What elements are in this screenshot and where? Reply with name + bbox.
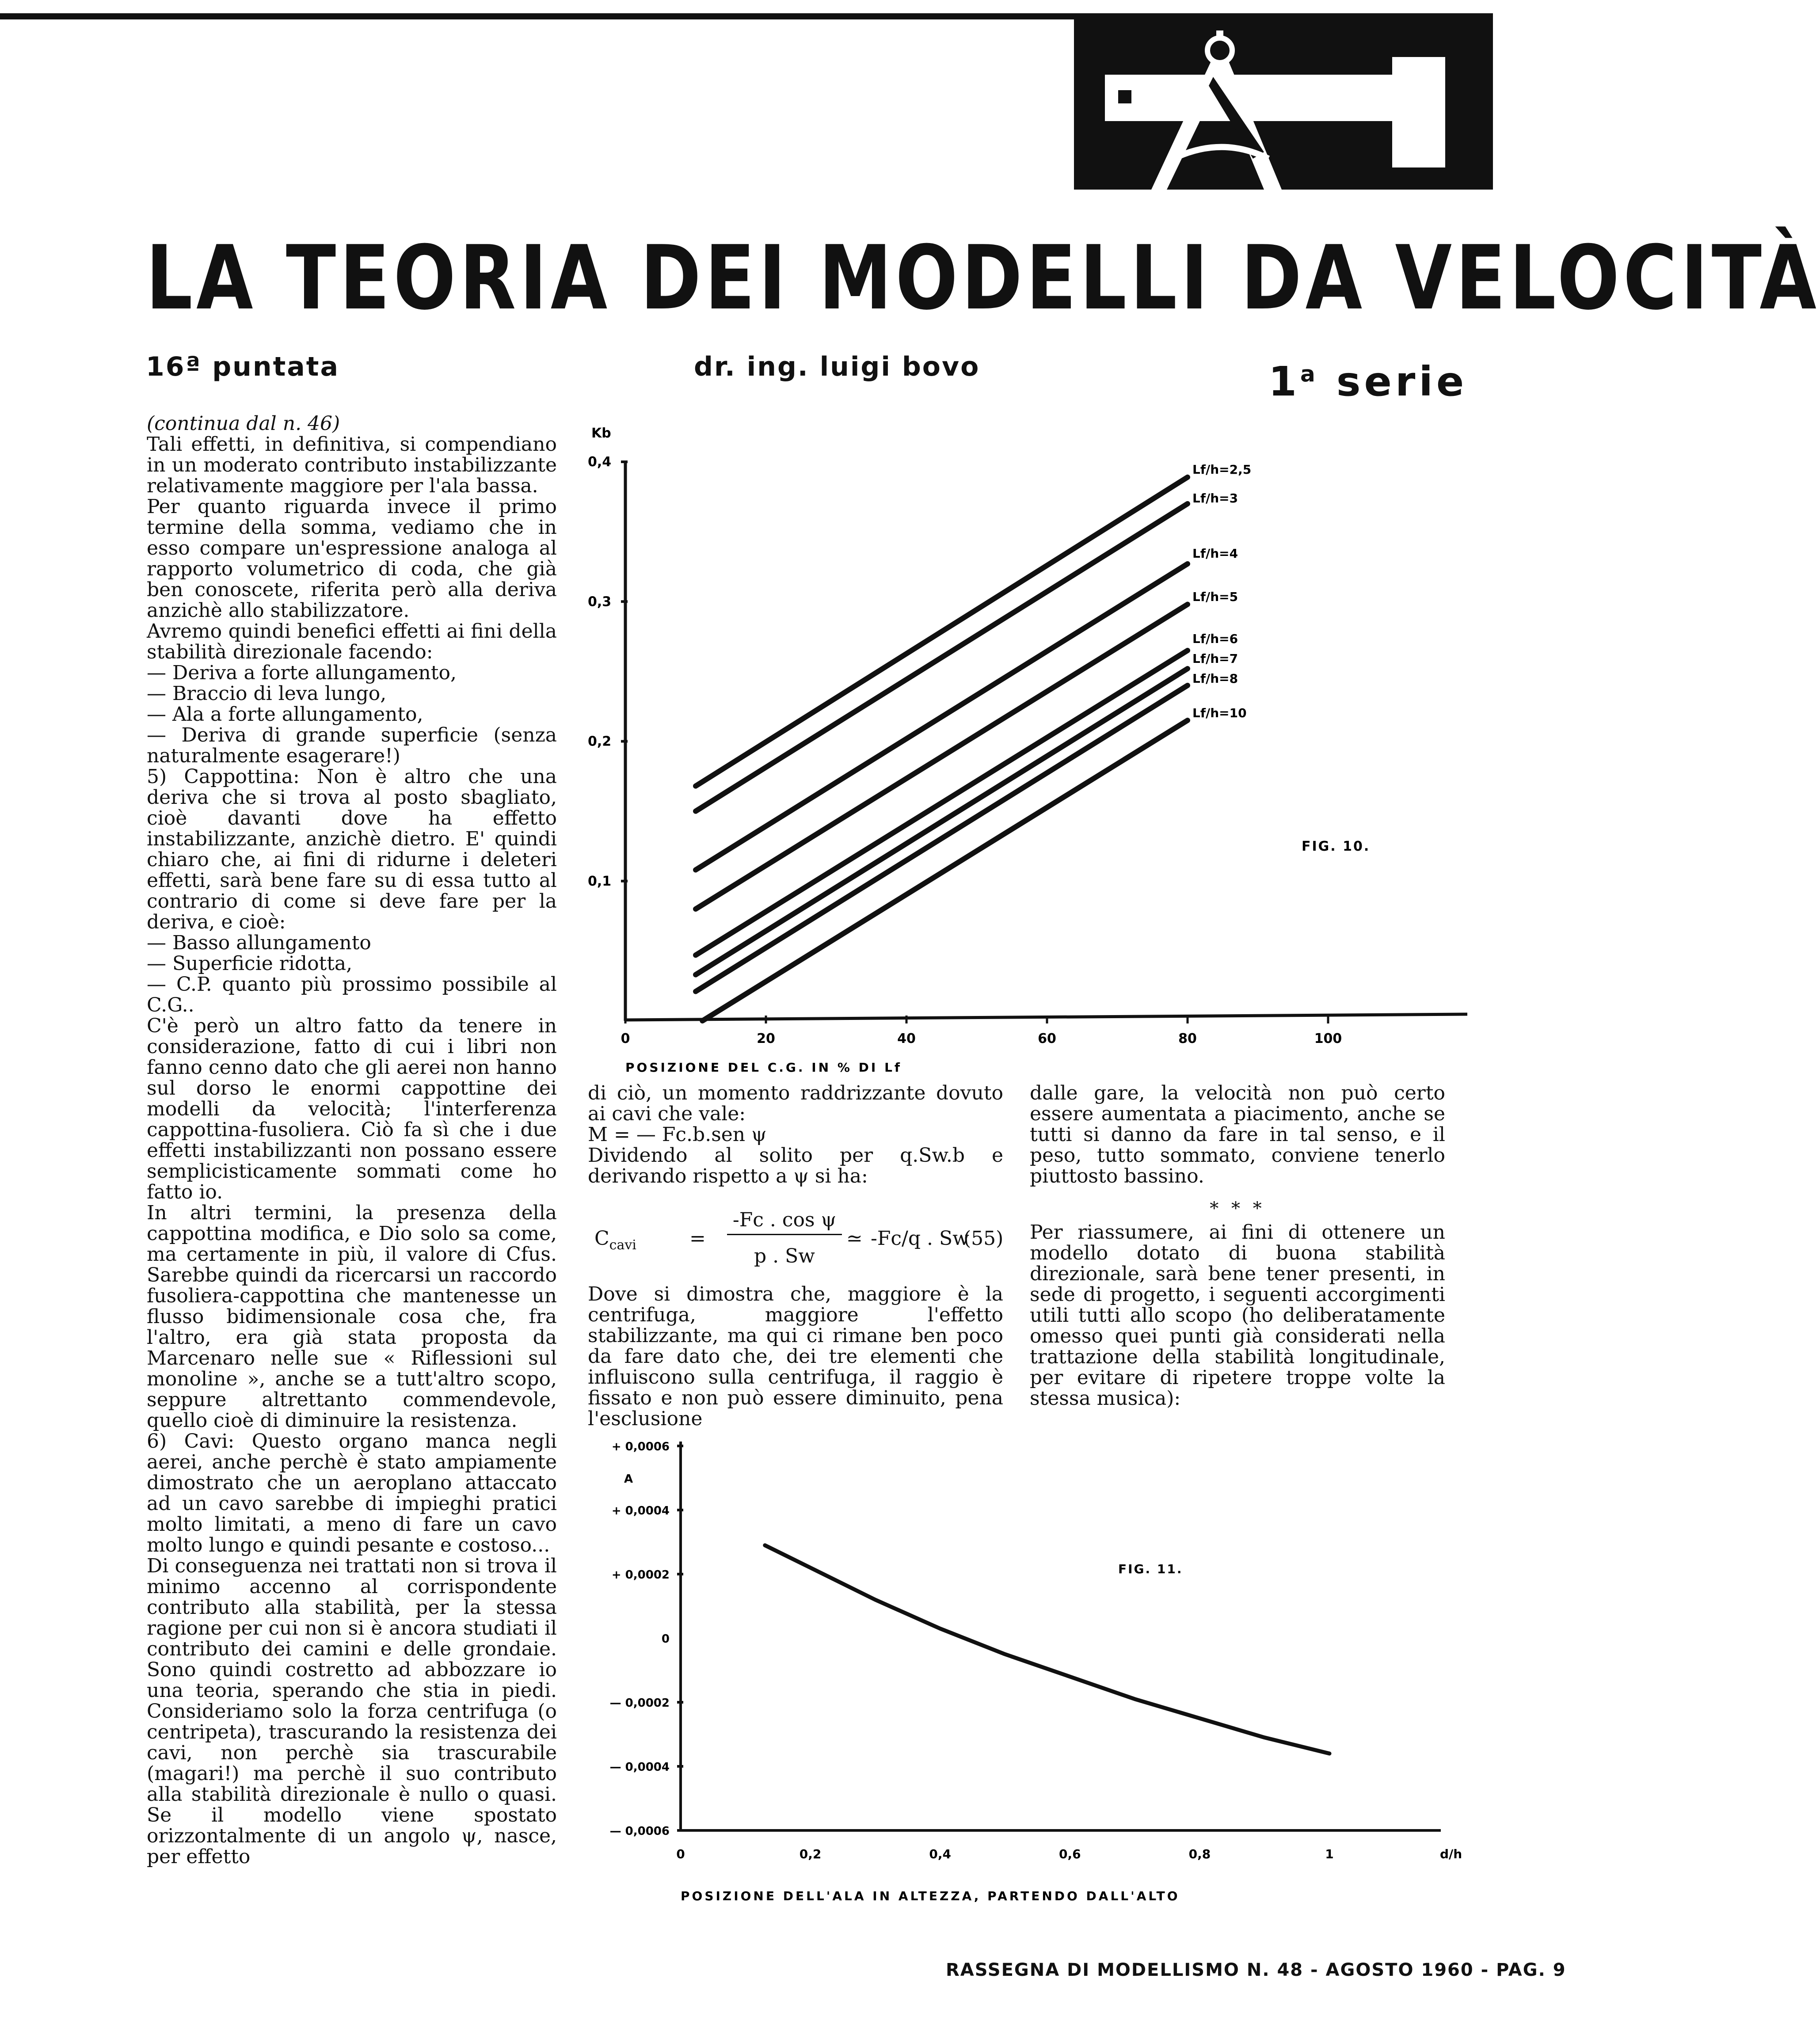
- fig10-series-line: [696, 605, 1188, 909]
- right-column-bottom: [1030, 1222, 1445, 1409]
- paragraph: Tali effetti, in definitiva, si compendiano in un moderato contributo instabilizzante relativamente maggiore per l'ala bassa.: [147, 433, 557, 497]
- fig11-y-tick-label: — 0,0006: [609, 1825, 670, 1838]
- fig10-series-line: [696, 564, 1188, 870]
- fig10-y-tick-label: 0,4: [588, 454, 612, 470]
- formula-equals: =: [689, 1227, 706, 1250]
- fig10-x-tick-label: 80: [1178, 1031, 1197, 1046]
- fig10-y-tick-label: 0,2: [588, 734, 612, 749]
- fig10-series-line: [696, 669, 1188, 975]
- paragraph: C'è però un altro fatto da tenere in considerazione, fatto di cui i libri non fanno cenno dato che gli aerei non hanno sul dorso le enormi cappottine dei modelli da velocità; l'interferenza cappottina-fusoliera. Ciò fa sì che i due effetti instabilizzanti non possano essere semplicisticamente sommati come ho fatto io.: [147, 1015, 557, 1203]
- fig10-y-tick-label: 0,1: [588, 873, 612, 889]
- paragraph: Di conseguenza nei trattati non si trova il minimo accenno al corrispondente contributo alla stabilità, per la stessa ragione per cui non si è ancora studiati il contributo dei camini e delle grondaie. Sono quindi costretto ad abbozzare io una teoria, sperando che stia in piedi. Consideriamo solo la forza centrifuga (o centripeta), trascurando la resistenza dei cavi, non perchè sia trascurabile (magari!) ma perchè il suo contributo alla stabilità direzionale è nullo o quasi. Se il modello viene spostato orizzontalmente di un angolo ψ, nasce, per effetto: [147, 1555, 557, 1868]
- formula-approx: ≃: [846, 1227, 863, 1250]
- formula-rhs: -Fc/q . Sw: [871, 1227, 969, 1250]
- list-item: — Basso allungamento: [147, 932, 371, 954]
- compass-drafting-icon: [1074, 19, 1493, 190]
- section-separator: * * *: [1210, 1198, 1265, 1219]
- fig10-series-line: [702, 720, 1188, 1021]
- series-label: [1268, 358, 1467, 405]
- fig10-series-line: [696, 685, 1188, 992]
- paragraph: Per riassumere, ai fini di ottenere un modello dotato di buona stabilità direzionale, sarà bene tener presenti, in sede di progetto, i seguenti accorgimenti utili tutti allo scopo (ho deliberatamente omesso quei punti già considerati nella trattazione della stabilità longitudinale, per evitare di ripetere troppe volte la stessa musica):: [1030, 1221, 1445, 1410]
- fig10-series-label: Lf/h=7: [1192, 651, 1238, 666]
- fig10-series-label: Lf/h=10: [1192, 706, 1247, 720]
- formula-lhs-subscript: cavi: [609, 1237, 636, 1253]
- fig11-x-axis-label: POSIZIONE DELL'ALA IN ALTEZZA, PARTENDO DALL'ALTO: [681, 1889, 1180, 1903]
- fig10-y-tick-label: 0,3: [588, 594, 612, 610]
- fig10-series-line: [696, 504, 1188, 811]
- series-word: serie: [1336, 358, 1468, 405]
- fig11-curve: [765, 1545, 1329, 1754]
- fig11-y-tick-label: — 0,0004: [609, 1761, 670, 1774]
- formula-lhs-symbol: C: [594, 1227, 609, 1250]
- formula-55: [590, 1200, 1005, 1275]
- fig10-series-line: [696, 477, 1188, 786]
- fig11-y-tick-label: + 0,0002: [611, 1568, 670, 1582]
- fig10-x-tick-label: 20: [757, 1031, 775, 1046]
- fig11-x-tick-label: 0: [676, 1847, 685, 1861]
- top-rule: [0, 13, 1493, 19]
- right-column-top: [1030, 1083, 1445, 1187]
- list-item: — C.P. quanto più prossimo possibile al C.G..: [147, 973, 557, 1016]
- author-name: dr. ing. luigi bovo: [694, 351, 980, 382]
- paragraph: Avremo quindi benefici effetti ai fini della stabilità direzionale facendo:: [147, 620, 557, 663]
- middle-column-bottom: [588, 1284, 1003, 1429]
- formula-denominator: p . Sw: [754, 1245, 815, 1267]
- paragraph: dalle gare, la velocità non può certo essere aumentata a piacimento, anche se tutti si danno da fare in tal senso, e il peso, tutto sommato, conviene tenerlo piuttosto bassino.: [1030, 1082, 1445, 1187]
- fig10-series-label: Lf/h=6: [1192, 631, 1238, 646]
- fig11-y-tick-label: + 0,0006: [611, 1440, 670, 1453]
- fig10-x-tick-label: 100: [1314, 1031, 1342, 1046]
- left-column: [147, 413, 557, 1867]
- fig11-x-tick-label: 0,6: [1058, 1847, 1081, 1861]
- fig11-y-tick-label: — 0,0002: [609, 1697, 670, 1710]
- fig10-x-tick-label: 0: [621, 1031, 630, 1046]
- paragraph: Per quanto riguarda invece il primo termine della somma, vediamo che in esso compare un'espressione analoga al rapporto volumetrico di coda, che già ben conoscete, riferita però alla deriva anzichè allo stabilizzatore.: [147, 495, 557, 622]
- list-item: — Superficie ridotta,: [147, 952, 353, 975]
- fig11-x-tick-label: 0,2: [799, 1847, 822, 1861]
- list-item: — Deriva di grande superficie (senza naturalmente esagerare!): [147, 724, 557, 767]
- article-title: LA TEORIA DEI MODELLI DA VELOCITÀ: [146, 227, 1820, 330]
- fig11-x-tick-label: 1: [1325, 1847, 1334, 1861]
- fig10-series-label: Lf/h=4: [1192, 546, 1238, 561]
- equation: M = — Fc.b.sen ψ: [588, 1123, 767, 1146]
- fig11-x-tick-label: 0,4: [929, 1847, 952, 1861]
- paragraph: di ciò, un momento raddrizzante dovuto ai cavi che vale:: [588, 1082, 1003, 1125]
- fig11-y-tick-label: + 0,0004: [611, 1504, 670, 1518]
- fig11-x-tick-label: 0,8: [1188, 1847, 1211, 1861]
- middle-column-top: [588, 1083, 1003, 1187]
- fig10-series-label: Lf/h=2,5: [1192, 462, 1252, 477]
- paragraph: Dividendo al solito per q.Sw.b e derivando rispetto a ψ si ha:: [588, 1144, 1003, 1187]
- fig10-series-line: [696, 651, 1188, 955]
- list-item: — Ala a forte allungamento,: [147, 703, 423, 726]
- fraction-bar: [727, 1234, 842, 1235]
- list-item: — Deriva a forte allungamento,: [147, 662, 457, 684]
- paragraph: In altri termini, la presenza della cappottina modifica, e Dio solo sa come, ma certamente in più, il valore di Cfus. Sarebbe quindi da ricercarsi un raccordo fusoliera-cappottina che mantenesse un flusso bidimensionale cosa che, fra l'altro, era già stata proposta da Marcenaro nelle sue « Riflessioni sul monoline », anche se a tutt'altro scopo, seppure altrettanto commendevole, quello cioè di diminuire la resistenza.: [147, 1202, 557, 1432]
- fig10-x-axis-label: POSIZIONE DEL C.G. IN % DI Lf: [625, 1060, 902, 1075]
- fig10-title: FIG. 10.: [1302, 839, 1371, 854]
- series-number: 1: [1268, 358, 1301, 405]
- fig11-x-axis-unit: d/h: [1440, 1847, 1462, 1861]
- fig10-y-axis-label: Kb: [591, 426, 611, 441]
- fig10-x-tick-label: 60: [1038, 1031, 1056, 1046]
- paragraph: 6) Cavi: Questo organo manca negli aerei, anche perchè è stato ampiamente dimostrato che un aeroplano attaccato ad un cavo sarebbe di impieghi pratici molto limitati, a meno di fare un cavo molto lungo e quindi pesante e costoso...: [147, 1430, 557, 1556]
- installment-label: 16ª puntata: [146, 351, 339, 382]
- fig11-title: FIG. 11.: [1118, 1562, 1183, 1576]
- fig11-y-axis-label: A: [624, 1472, 633, 1486]
- page-footer: RASSEGNA DI MODELLISMO N. 48 - AGOSTO 1960 - PAG. 9: [946, 1960, 1566, 1980]
- paragraph: 5) Cappottina: Non è altro che una deriva che si trova al posto sbagliato, cioè davanti dove ha effetto instabilizzante, anzichè dietro. E' quindi chiaro che, ai fini di ridurne i deleteri effetti, sarà bene fare su di essa tutto al contrario di come si deve fare per la deriva, e cioè:: [147, 765, 557, 933]
- fig10-series-label: Lf/h=5: [1192, 590, 1238, 604]
- continua-note: (continua dal n. 46): [147, 412, 340, 435]
- series-ordinal: a: [1300, 361, 1319, 387]
- list-item: — Braccio di leva lungo,: [147, 682, 387, 705]
- fig10-x-tick-label: 40: [897, 1031, 916, 1046]
- formula-lhs: [594, 1227, 636, 1253]
- paragraph: Dove si dimostra che, maggiore è la centrifuga, maggiore l'effetto stabilizzante, ma qui ci rimane ben poco da fare dato che, dei tre elementi che influiscono sulla centrifuga, il raggio è fissato e non può essere diminuito, pena l'esclusione: [588, 1283, 1003, 1430]
- formula-numerator: -Fc . cos ψ: [732, 1209, 837, 1231]
- fig11-y-tick-label: 0: [661, 1632, 670, 1646]
- formula-number: (55): [963, 1227, 1004, 1250]
- fig10-series-label: Lf/h=3: [1192, 491, 1238, 506]
- fig10-series-label: Lf/h=8: [1192, 671, 1238, 686]
